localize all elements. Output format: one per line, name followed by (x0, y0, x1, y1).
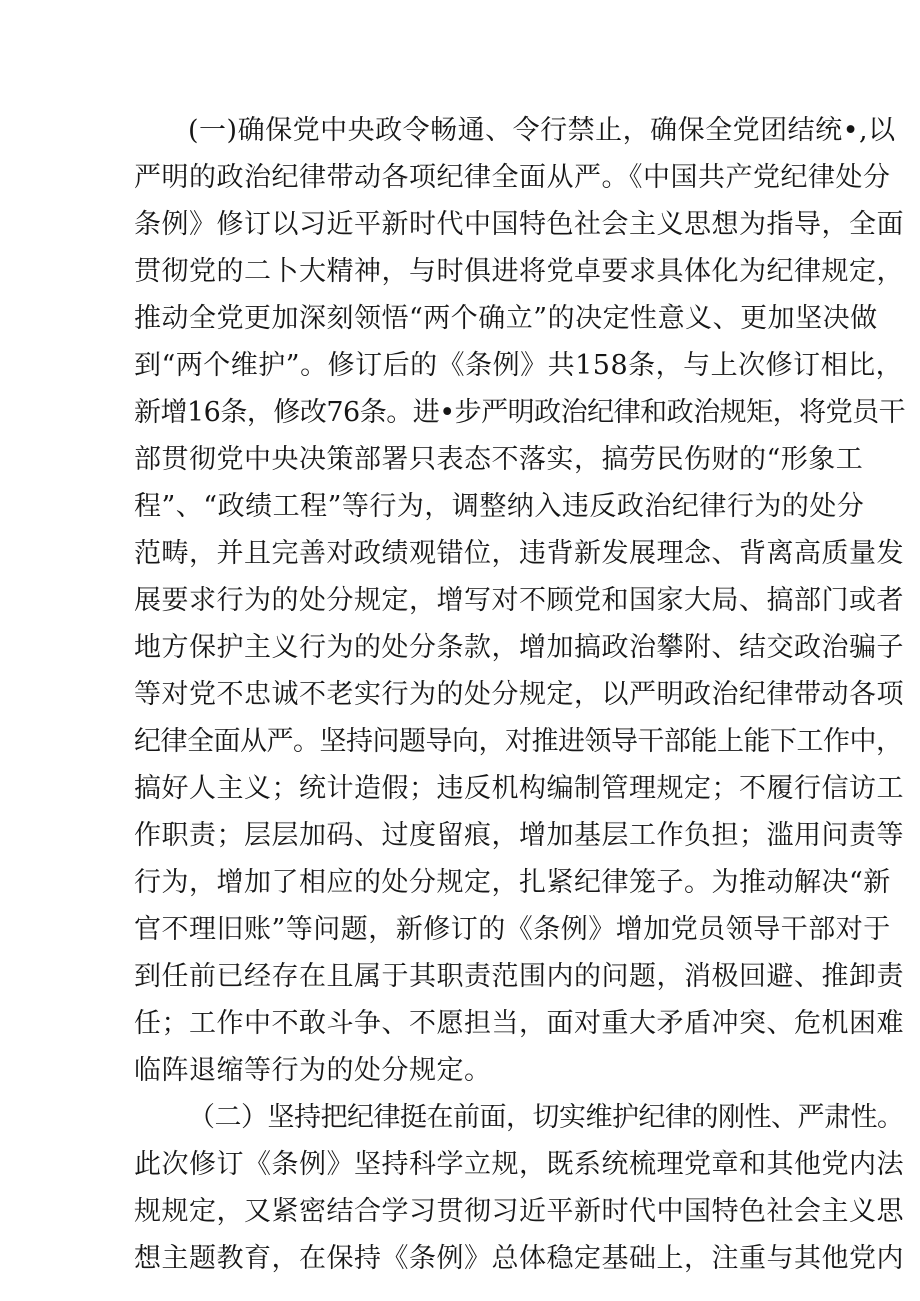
paragraph-1-line: 程”、“政绩工程”等行为，调整纳入违反政治纪律行为的处分 (134, 491, 865, 522)
paragraph-1-line: 到“两个维护”。修订后的《条例》共158条，与上次修订相比， (134, 350, 904, 381)
paragraph-1-line: 等对党不忠诚不老实行为的处分规定，以严明政治纪律带动各项 (134, 679, 904, 710)
paragraph-1-line: 展要求行为的处分规定，增写对不顾党和国家大局、搞部门或者 (134, 585, 904, 616)
paragraph-1-line: 新增16条，修改76条。进•步严明政治纪律和政治规矩，将党员干 (134, 397, 906, 428)
paragraph-1-line: 任；工作中不敢斗争、不愿担当，面对重大矛盾冲突、危机困难 (134, 1008, 904, 1039)
paragraph-1-line: 部贯彻党中央决策部署只表态不落实，搞劳民伤财的“形象工 (134, 444, 864, 475)
paragraph-2-line: 此次修订《条例》坚持科学立规，既系统梳理党章和其他党内法 (134, 1149, 904, 1180)
paragraph-1-line: (一)确保党中央政令畅通、令行禁止，确保全党团结统•,以 (188, 115, 896, 146)
paragraph-2-line: （二）坚持把纪律挺在前面，切实维护纪律的刚性、严肃性。 (188, 1102, 904, 1133)
paragraph-1-line: 作职责；层层加码、过度留痕，增加基层工作负担；滥用问责等 (134, 820, 904, 851)
paragraph-1-line: 搞好人主义；统计造假；违反机构编制管理规定；不履行信访工 (134, 773, 904, 804)
paragraph-1-line: 推动全党更加深刻领悟“两个确立”的决定性意义、更加坚决做 (134, 303, 878, 334)
paragraph-1-line: 纪律全面从严。坚持问题导向，对推进领导干部能上能下工作中， (134, 726, 903, 757)
paragraph-1-line: 贯彻党的二卜大精神，与时俱进将党卓要求具体化为纪律规定， (134, 256, 904, 287)
paragraph-2-line: 规规定，又紧密结合学习贯彻习近平新时代中国特色社会主义思 (134, 1196, 904, 1227)
paragraph-1-line: 到任前已经存在且属于其职责范围内的问题，消极回避、推卸责 (134, 961, 904, 992)
paragraph-1-line: 地方保护主义行为的处分条款，增加搞政治攀附、结交政治骗子 (134, 632, 904, 663)
paragraph-1-line: 范畴，并且完善对政绩观错位，违背新发展理念、背离高质量发 (134, 538, 904, 569)
paragraph-1-line: 行为，增加了相应的处分规定，扎紧纪律笼子。为推动解决“新 (134, 867, 891, 898)
paragraph-1-line: 条例》修订以习近平新时代中国特色社会主义思想为指导，全面 (134, 209, 904, 240)
paragraph-1-line: 临阵退缩等行为的处分规定。 (134, 1055, 492, 1086)
paragraph-2-line: 想主题教育，在保持《条例》总体稳定基础上，注重与其他党内 (134, 1243, 904, 1274)
paragraph-1-line: 严明的政治纪律带动各项纪律全面从严。《中国共产党纪律处分 (134, 162, 891, 193)
paragraph-1-line: 官不理旧账”等问题，新修订的《条例》增加党员领导干部对于 (134, 914, 891, 945)
